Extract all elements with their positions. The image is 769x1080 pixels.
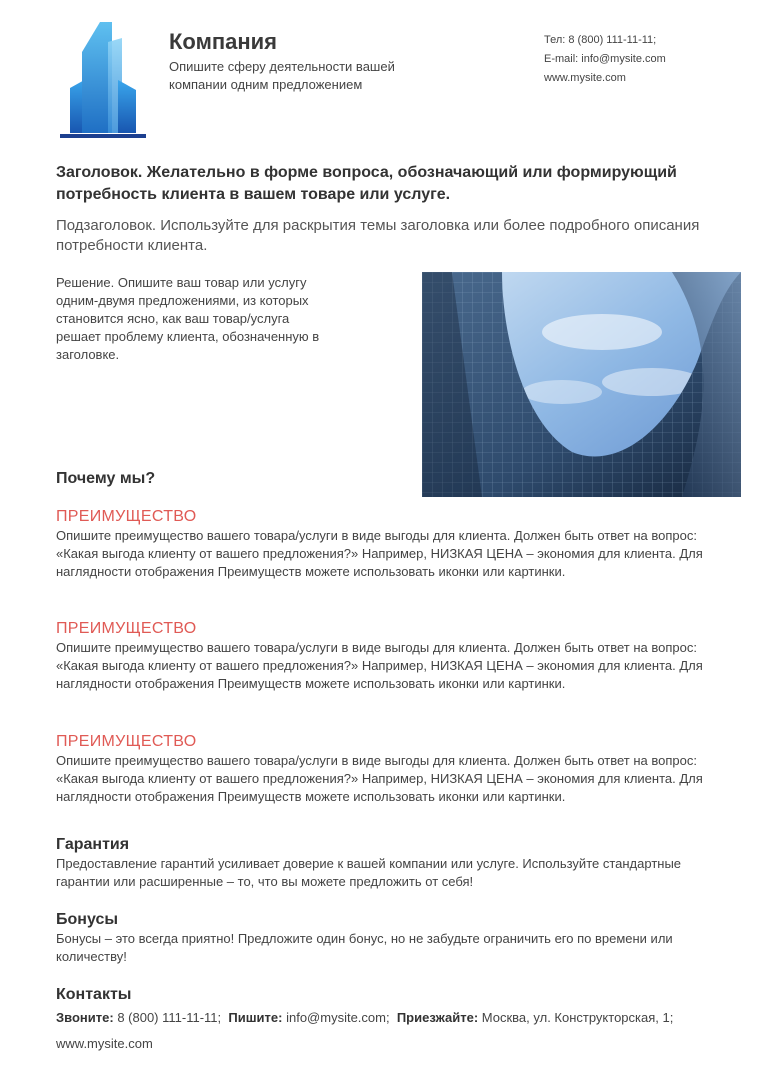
advantage-title: ПРЕИМУЩЕСТВО <box>56 733 197 750</box>
solution-text: Решение. Опишите ваш товар или услугу одним-двумя предложениями, из которых становится ясно, как ваш товар/услуга решает проблему клиента, обозначенную в заголовке. <box>56 275 320 362</box>
why-us-title: Почему мы? <box>56 470 156 487</box>
guarantee-text: Предоставление гарантий усиливает доверие к вашей компании или услуге. Используйте стандартные гарантии или расширенные – то, что вы можете предложить от себя! <box>56 856 682 889</box>
advantage-text: Опишите преимущество вашего товара/услуги в виде выгоды для клиента. Должен быть ответ на вопрос: «Какая выгода клиенту от вашего предложения?» Например, НИЗКАЯ ЦЕНА – экономия для клиента. Для наглядности отображения Преимуществ можете использовать иконки или картинки. <box>56 528 703 579</box>
header-phone: Тел: 8 (800) 111-11-11; <box>544 34 657 46</box>
company-description: Опишите сферу деятельности вашей компании одним предложением <box>169 59 395 92</box>
building-photo <box>422 272 741 497</box>
website-link[interactable]: www.mysite.com <box>56 1036 153 1051</box>
bonuses-title: Бонусы <box>56 911 118 928</box>
visit-label: Приезжайте: <box>396 1010 479 1025</box>
call-value[interactable]: 8 (800) 111-11-11; <box>117 1010 222 1025</box>
header-contacts <box>544 31 666 88</box>
subheadline: Подзаголовок. Используйте для раскрытия темы заголовка или более подробного описания потребности клиента. <box>56 217 700 254</box>
visit-value: Москва, ул. Конструкторская, 1; <box>481 1010 674 1025</box>
advantage-text: Опишите преимущество вашего товара/услуги в виде выгоды для клиента. Должен быть ответ на вопрос: «Какая выгода клиенту от вашего предложения?» Например, НИЗКАЯ ЦЕНА – экономия для клиента. Для наглядности отображения Преимуществ можете использовать иконки или картинки. <box>56 640 703 691</box>
building-logo-icon <box>60 20 148 142</box>
bonuses-text: Бонусы – это всегда приятно! Предложите один бонус, но не забудьте ограничить его по времени или количеству! <box>56 931 673 964</box>
advantage-text: Опишите преимущество вашего товара/услуги в виде выгоды для клиента. Должен быть ответ на вопрос: «Какая выгода клиенту от вашего предложения?» Например, НИЗКАЯ ЦЕНА – экономия для клиента. Для наглядности отображения Преимуществ можете использовать иконки или картинки. <box>56 753 703 804</box>
company-name: Компания <box>169 29 278 54</box>
guarantee-title: Гарантия <box>56 836 130 853</box>
write-label: Пишите: <box>228 1010 283 1025</box>
glass-building-image <box>422 272 741 497</box>
header-email: E-mail: info@mysite.com <box>544 53 666 65</box>
advantage-title: ПРЕИМУЩЕСТВО <box>56 620 197 637</box>
headline: Заголовок. Желательно в форме вопроса, обозначающий или формирующий потребность клиента в вашем товаре или услуге. <box>56 164 677 203</box>
contacts-title: Контакты <box>56 986 132 1003</box>
advantage-title: ПРЕИМУЩЕСТВО <box>56 508 197 525</box>
header-website: www.mysite.com <box>544 72 626 84</box>
company-logo <box>60 20 148 142</box>
contacts-line <box>56 1010 673 1025</box>
call-label: Звоните: <box>56 1010 114 1025</box>
write-value[interactable]: info@mysite.com; <box>286 1010 390 1025</box>
